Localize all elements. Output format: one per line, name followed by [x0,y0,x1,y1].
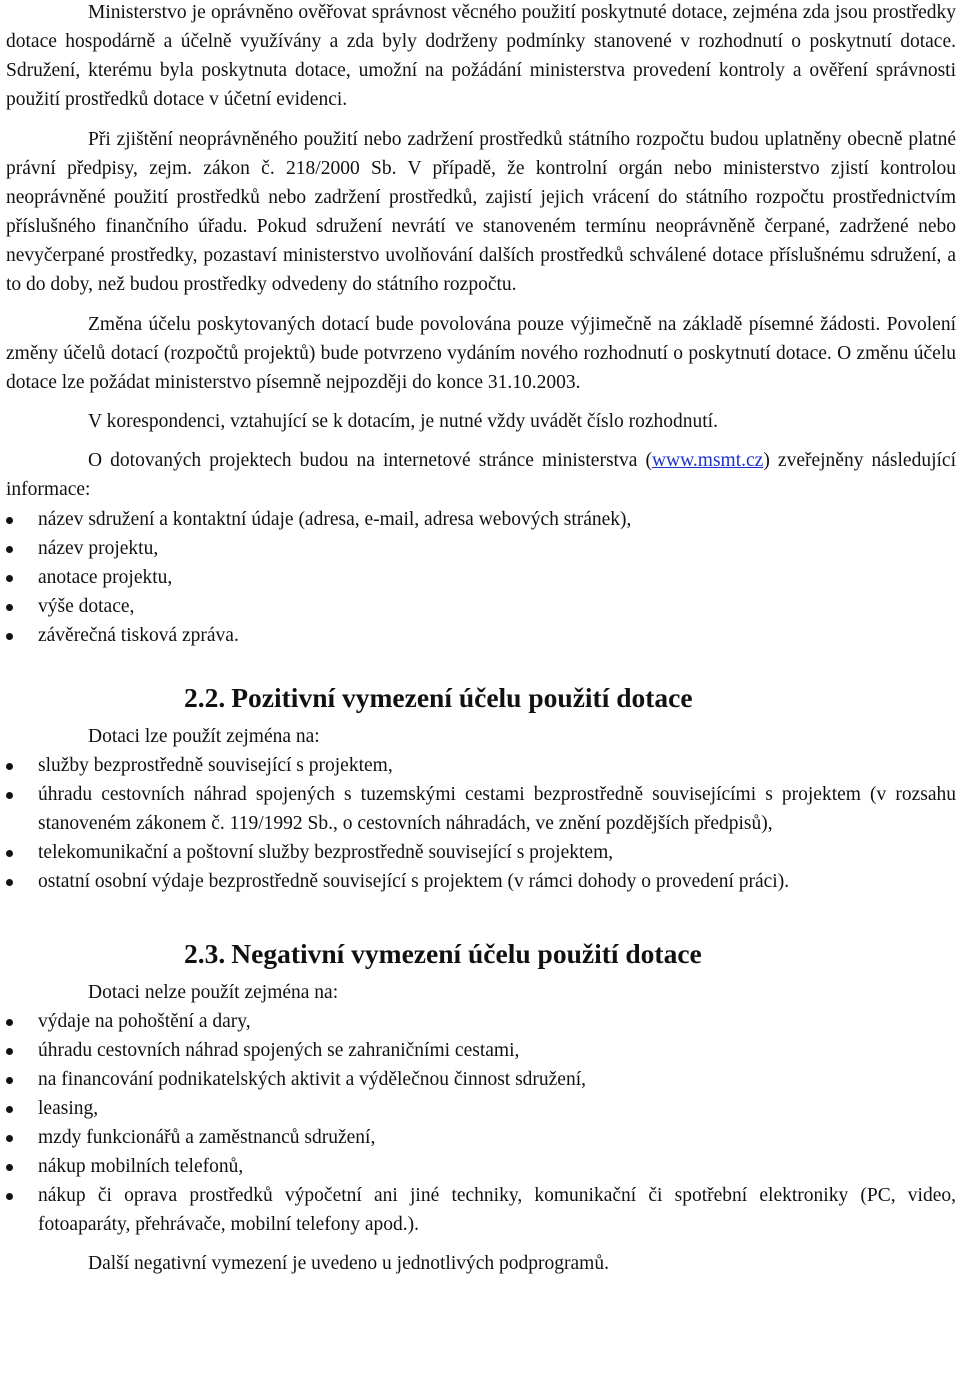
bullet-icon [6,546,13,553]
negative-closing: Další negativní vymezení je uvedeno u jednotlivých podprogramů. [88,1253,609,1274]
list-item: nákup mobilních telefonů, [6,1152,956,1181]
section-number: 2.3. [184,938,226,969]
list-item: na financování podnikatelských aktivit a výdělečnou činnost sdružení, [6,1065,956,1094]
list-item: výše dotace, [6,592,956,621]
publication-text-before: O dotovaných projektech budou na internetové stránce ministerstva ( [88,450,652,471]
bullet-icon [6,850,13,857]
list-item: anotace projektu, [6,563,956,592]
bullet-icon [6,1164,13,1171]
bullet-icon [6,1048,13,1055]
negative-use-list [6,1007,956,1239]
bullet-icon [6,1135,13,1142]
list-item: úhradu cestovních náhrad spojených se zahraničními cestami, [6,1036,956,1065]
list-item: služby bezprostředně související s projektem, [6,751,956,780]
section-title: Pozitivní vymezení účelu použití dotace [231,682,693,713]
list-item: úhradu cestovních náhrad spojených s tuzemskými cestami bezprostředně souvisejícími s projektem (v rozsahu stanoveném zákonem č. 119/1992 Sb., o cestovních náhradách, ve znění pozdějších předpisů), [6,780,956,838]
list-item: název projektu, [6,534,956,563]
bullet-icon [6,763,13,770]
bullet-icon [6,879,13,886]
positive-intro: Dotaci lze použít zejména na: [88,726,320,747]
bullet-icon [6,792,13,799]
paragraph-publication [6,446,956,504]
bullet-icon [6,575,13,582]
bullet-icon [6,1106,13,1113]
paragraph-control-rights: Ministerstvo je oprávněno ověřovat správnost věcného použití poskytnuté dotace, zejména zda jsou prostředky dotace hospodárně a účelně využívány a zda byly dodrženy podmínky stanovené v rozhodnutí o poskytnutí dotace. Sdružení, kterému byla poskytnuta dotace, umožní na požádání ministerstva provedení kontroly a ověření správnosti použití prostředků dotace v účetní evidenci. [6,2,956,110]
negative-intro: Dotaci nelze použít zejména na: [88,982,339,1003]
list-item: ostatní osobní výdaje bezprostředně související s projektem (v rámci dohody o provedení práci). [6,867,956,896]
bullet-icon [6,1019,13,1026]
list-item: závěrečná tisková zpráva. [6,621,956,650]
bullet-icon [6,604,13,611]
bullet-icon [6,517,13,524]
bullet-icon [6,1077,13,1084]
positive-use-list [6,751,956,896]
section-title: Negativní vymezení účelu použití dotace [231,938,702,969]
section-heading-negative [6,936,956,972]
document-page [6,0,956,1278]
section-number: 2.2. [184,682,226,713]
paragraph-correspondence: V korespondenci, vztahující se k dotacím, je nutné vždy uvádět číslo rozhodnutí. [88,411,718,432]
list-item: výdaje na pohoštění a dary, [6,1007,956,1036]
list-item: název sdružení a kontaktní údaje (adresa, e-mail, adresa webových stránek), [6,505,956,534]
list-item: mzdy funkcionářů a zaměstnanců sdružení, [6,1123,956,1152]
publication-text-after: ) zveřejněny následující informace: [6,450,956,500]
bullet-icon [6,633,13,640]
ministry-website-link[interactable]: www.msmt.cz [651,450,764,471]
list-item: telekomunikační a poštovní služby bezprostředně související s projektem, [6,838,956,867]
section-heading-positive [6,680,956,716]
bullet-icon [6,1193,13,1200]
paragraph-purpose-change: Změna účelu poskytovaných dotací bude povolována pouze výjimečně na základě písemné žádosti. Povolení změny účelů dotací (rozpočtů projektů) bude potvrzeno vydáním nového rozhodnutí o poskytnutí dotace. O změnu účelu dotace lze požádat ministerstvo písemně nejpozději do konce 31.10.2003. [6,314,956,393]
paragraph-misuse-consequences: Při zjištění neoprávněného použití nebo zadržení prostředků státního rozpočtu budou uplatněny obecně platné právní předpisy, zejm. zákon č. 218/2000 Sb. V případě, že kontrolní orgán nebo ministerstvo zjistí kontrolou neoprávněné použití prostředků nebo zadržení prostředků, zajistí jejich vrácení do státního rozpočtu prostřednictvím příslušného finančního úřadu. Pokud sdružení nevrátí ve stanoveném termínu neoprávněně čerpané, zadržené nebo nevyčerpané prostředky, pozastaví ministerstvo uvolňování dalších prostředků schválené dotace příslušnému sdružení, a to do doby, než budou prostředky odvedeny do státního rozpočtu. [6,129,956,295]
publication-info-list [6,505,956,650]
list-item: nákup či oprava prostředků výpočetní ani jiné techniky, komunikační či spotřební elektroniky (PC, video, fotoaparáty, přehrávače, mobilní telefony apod.). [6,1181,956,1239]
list-item: leasing, [6,1094,956,1123]
